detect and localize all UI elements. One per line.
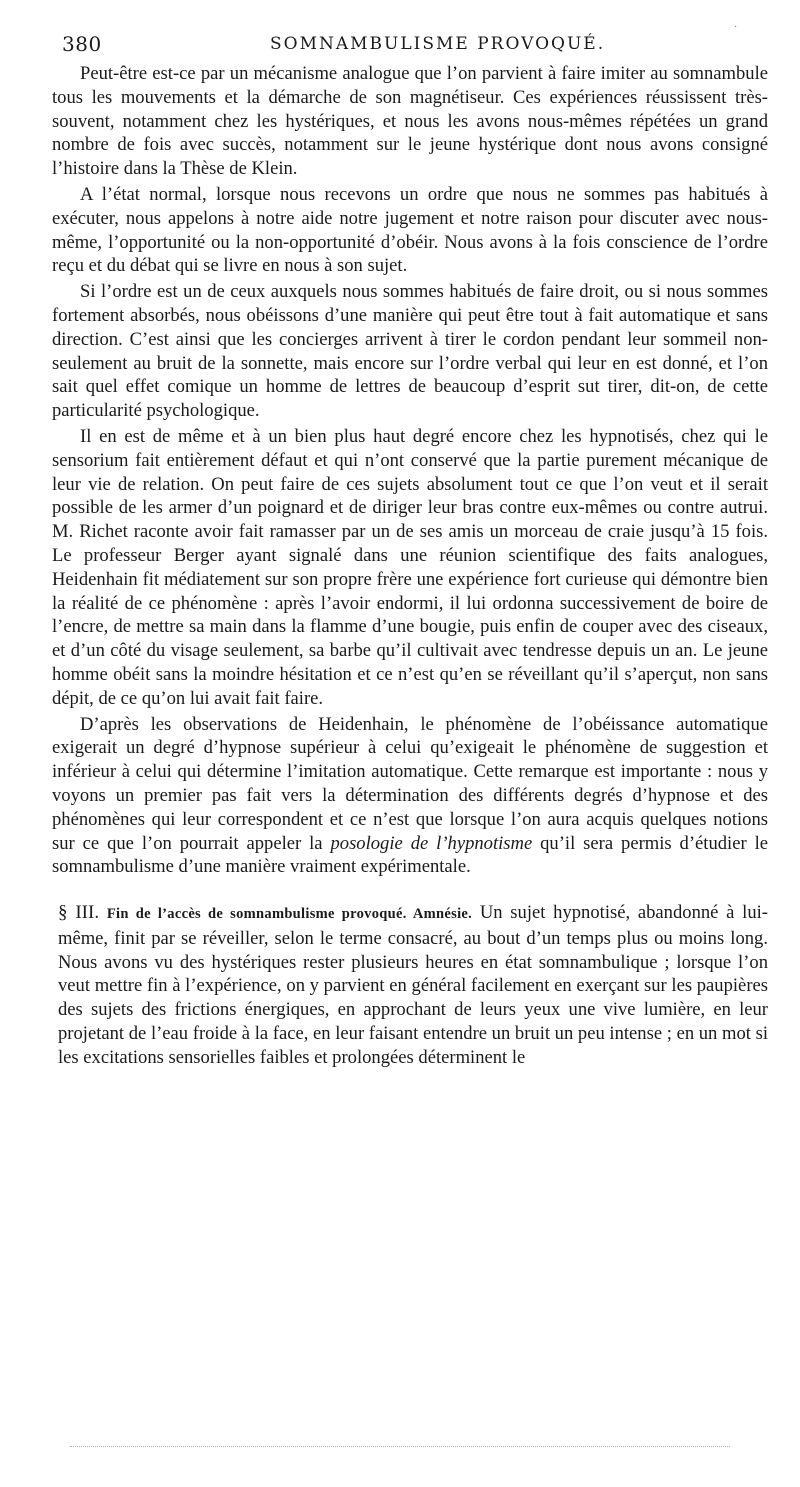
page-number: 380 <box>62 32 102 56</box>
paragraph-4: Il en est de même et à un bien plus haut degré encore chez les hypnotisés, chez qui le sensorium fait entièrement défaut et qui n’ont conservé que la partie purement mécanique de leur vie de relation. On peut faire de ces sujets absolument tout ce que l’on veut et il serait possible de les armer d’un poignard et de diriger leur bras contre eux-mêmes ou contre autrui. M. Richet raconte avoir fait ramasser par un de ses amis un morceau de craie jusqu’à 15 fois. Le professeur Berger ayant signalé dans une réunion scientifique des faits analogues, Heidenhain fit médiatement sur son propre frère une expérience fort curieuse qui démontre bien la réalité de ce phénomène : après l’avoir endormi, il lui ordonna successivement de boire de l’encre, de mettre sa main dans la flamme d’une bougie, puis enfin de couper avec des ciseaux, et d’un côté du visage seulement, sa barbe qu’il cultivait avec tendresse depuis un an. Le jeune homme obéit sans la moindre hésitation et ce n’est qu’en se réveillant qu’il s’aperçut, non sans dépit, de ce qu’on lui avait fait faire. <box>52 425 768 709</box>
section-mark: § III. <box>58 902 100 924</box>
body-text <box>52 62 768 1072</box>
running-head <box>62 32 762 62</box>
paragraph-5-text-end: qu’il sera permis d’étudier le somnambulisme d’une manière vraiment expérimentale. <box>52 832 769 878</box>
paragraph-1: Peut-être est-ce par un mécanisme analogue que l’on parvient à faire imiter au somnambule tous les mouvements et la démarche de son magnétiseur. Ces expériences réussissent très-souvent, notamment chez les hystériques, et nous les avons nous-mêmes répétées un grand nombre de fois avec succès, notamment sur le jeune hystérique dont nous avons consigné l’histoire dans la Thèse de Klein. <box>52 63 768 180</box>
bottom-dotted-rule <box>70 1446 730 1447</box>
running-title: SOMNAMBULISME PROVOQUÉ. <box>270 34 606 54</box>
paragraph-3: Si l’ordre est un de ceux auxquels nous sommes habitués de faire droit, ou si nous sommes fortement absorbés, nous obéissons d’une manière qui peut être tout à fait automatique et sans direction. C’est ainsi que les concierges arrivent à tirer le cordon pendant leur sommeil non-seulement au bruit de la sonnette, mais encore sur l’ordre verbal qui leur en est donné, et l’on sait quel effet comique un homme de lettres de beaucoup d’esprit sut tirer, dit-on, de cette particularité psychologique. <box>52 281 768 422</box>
section-title: Fin de l’accès de somnambulisme provoqué. Amnésie. <box>106 906 473 923</box>
section-text: Un sujet hypnotisé, abandonné à lui-même, finit par se réveiller, selon le terme consacré, au bout d’un temps plus ou moins long. Nous avons vu des hystériques rester plusieurs heures en état somnambulique ; lorsque l’on veut mettre fin à l’expérience, on y parvient en général facilement en exerçant sur les paupières des sujets des frictions énergiques, en approchant de leurs yeux une vive lumière, en leur projetant de l’eau froide à la face, en leur faisant entendre un bruit un peu intense ; en un mot si les excitations sensorielles faibles et prolongées déterminent le <box>58 902 768 1068</box>
paragraph-5-text-start: D’après les observations de Heidenhain, le phénomène de l’obéissance automatique exigerait un degré d’hypnose supérieur à celui qu’exigeait le phénomène de suggestion et inférieur à celui qui détermine l’imitation automatique. Cette remarque est importante : nous y voyons un premier pas fait vers la détermination des différents degrés d’hypnose et des phénomènes qui leur correspondent et ce n’est que lorsque l’on aura acquis quelques notions sur ce que l’on pourrait appeler la <box>52 713 768 854</box>
paragraph-5 <box>52 713 768 880</box>
paper-speck-mark: · <box>734 22 738 33</box>
italic-term: posologie de l’hypnotisme <box>330 832 533 854</box>
section-paragraph <box>52 901 768 1070</box>
paragraph-2: A l’état normal, lorsque nous recevons un ordre que nous ne sommes pas habitués à exécuter, nous appelons à notre aide notre jugement et notre raison pour discuter avec nous-même, l’opportunité ou la non-opportunité d’obéir. Nous avons à la fois conscience de l’ordre reçu et du débat qui se livre en nous à son sujet. <box>52 183 768 277</box>
